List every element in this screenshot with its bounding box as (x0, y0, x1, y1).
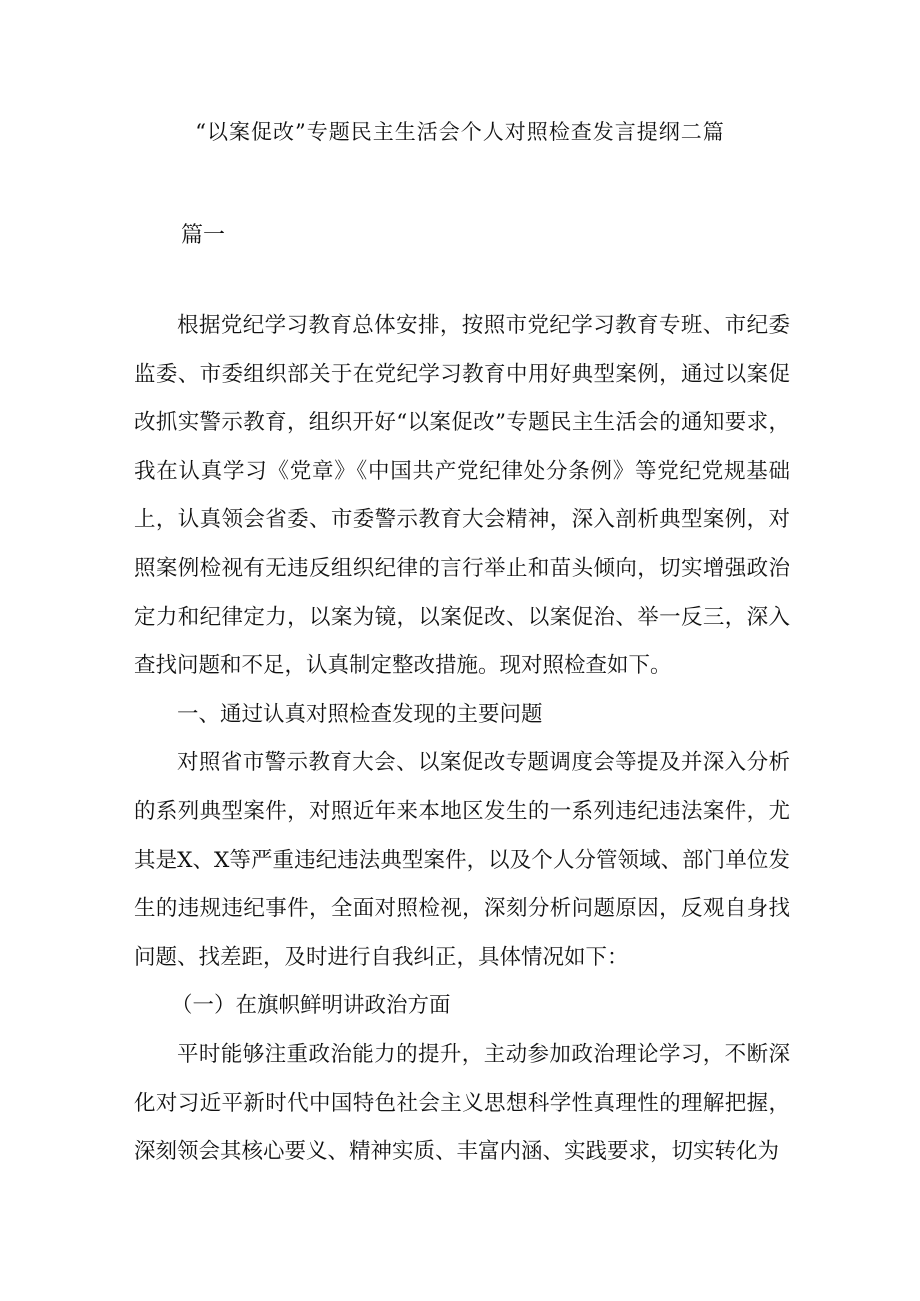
paragraph-problems: 对照省市警示教育大会、以案促改专题调度会等提及并深入分析的系列典型案件，对照近年来本地区发生的一系列违纪违法案件，尤其是X、X等严重违纪违法典型案件，以及个人分管领域、部门单位发生的违规违纪事件，全面对照检视，深刻分析问题原因，反观自身找问题、找差距，及时进行自我纠正，具体情况如下： (134, 750, 790, 970)
paragraph-intro: 根据党纪学习教育总体安排，按照市党纪学习教育专班、市纪委监委、市委组织部关于在党纪学习教育中用好典型案例，通过以案促改抓实警示教育，组织开好“以案促改”专题民主生活会的通知要求，我在认真学习《党章》《中国共产党纪律处分条例》等党纪党规基础上，认真领会省委、市委警示教育大会精神，深入剖析典型案例，对照案例检视有无违反组织纪律的言行举止和苗头倾向，切实增强政治定力和纪律定力，以案为镜，以案促改、以案促治、举一反三，深入查找问题和不足，认真制定整改措施。现对照检查如下。 (134, 313, 790, 679)
heading-main-problems: 一、通过认真对照检查发现的主要问题 (177, 701, 543, 727)
document-body (134, 302, 790, 1177)
paragraph-political: 平时能够注重政治能力的提升，主动参加政治理论学习，不断深化对习近平新时代中国特色社会主义思想科学性真理性的理解把握，深刻领会其核心要义、精神实质、丰富内涵、实践要求，切实转化为 (134, 1041, 790, 1165)
document-title: “以案促改”专题民主生活会个人对照检查发言提纲二篇 (195, 120, 725, 144)
heading-political: （一）在旗帜鲜明讲政治方面 (171, 993, 451, 1019)
section-label: 篇一 (181, 223, 226, 248)
